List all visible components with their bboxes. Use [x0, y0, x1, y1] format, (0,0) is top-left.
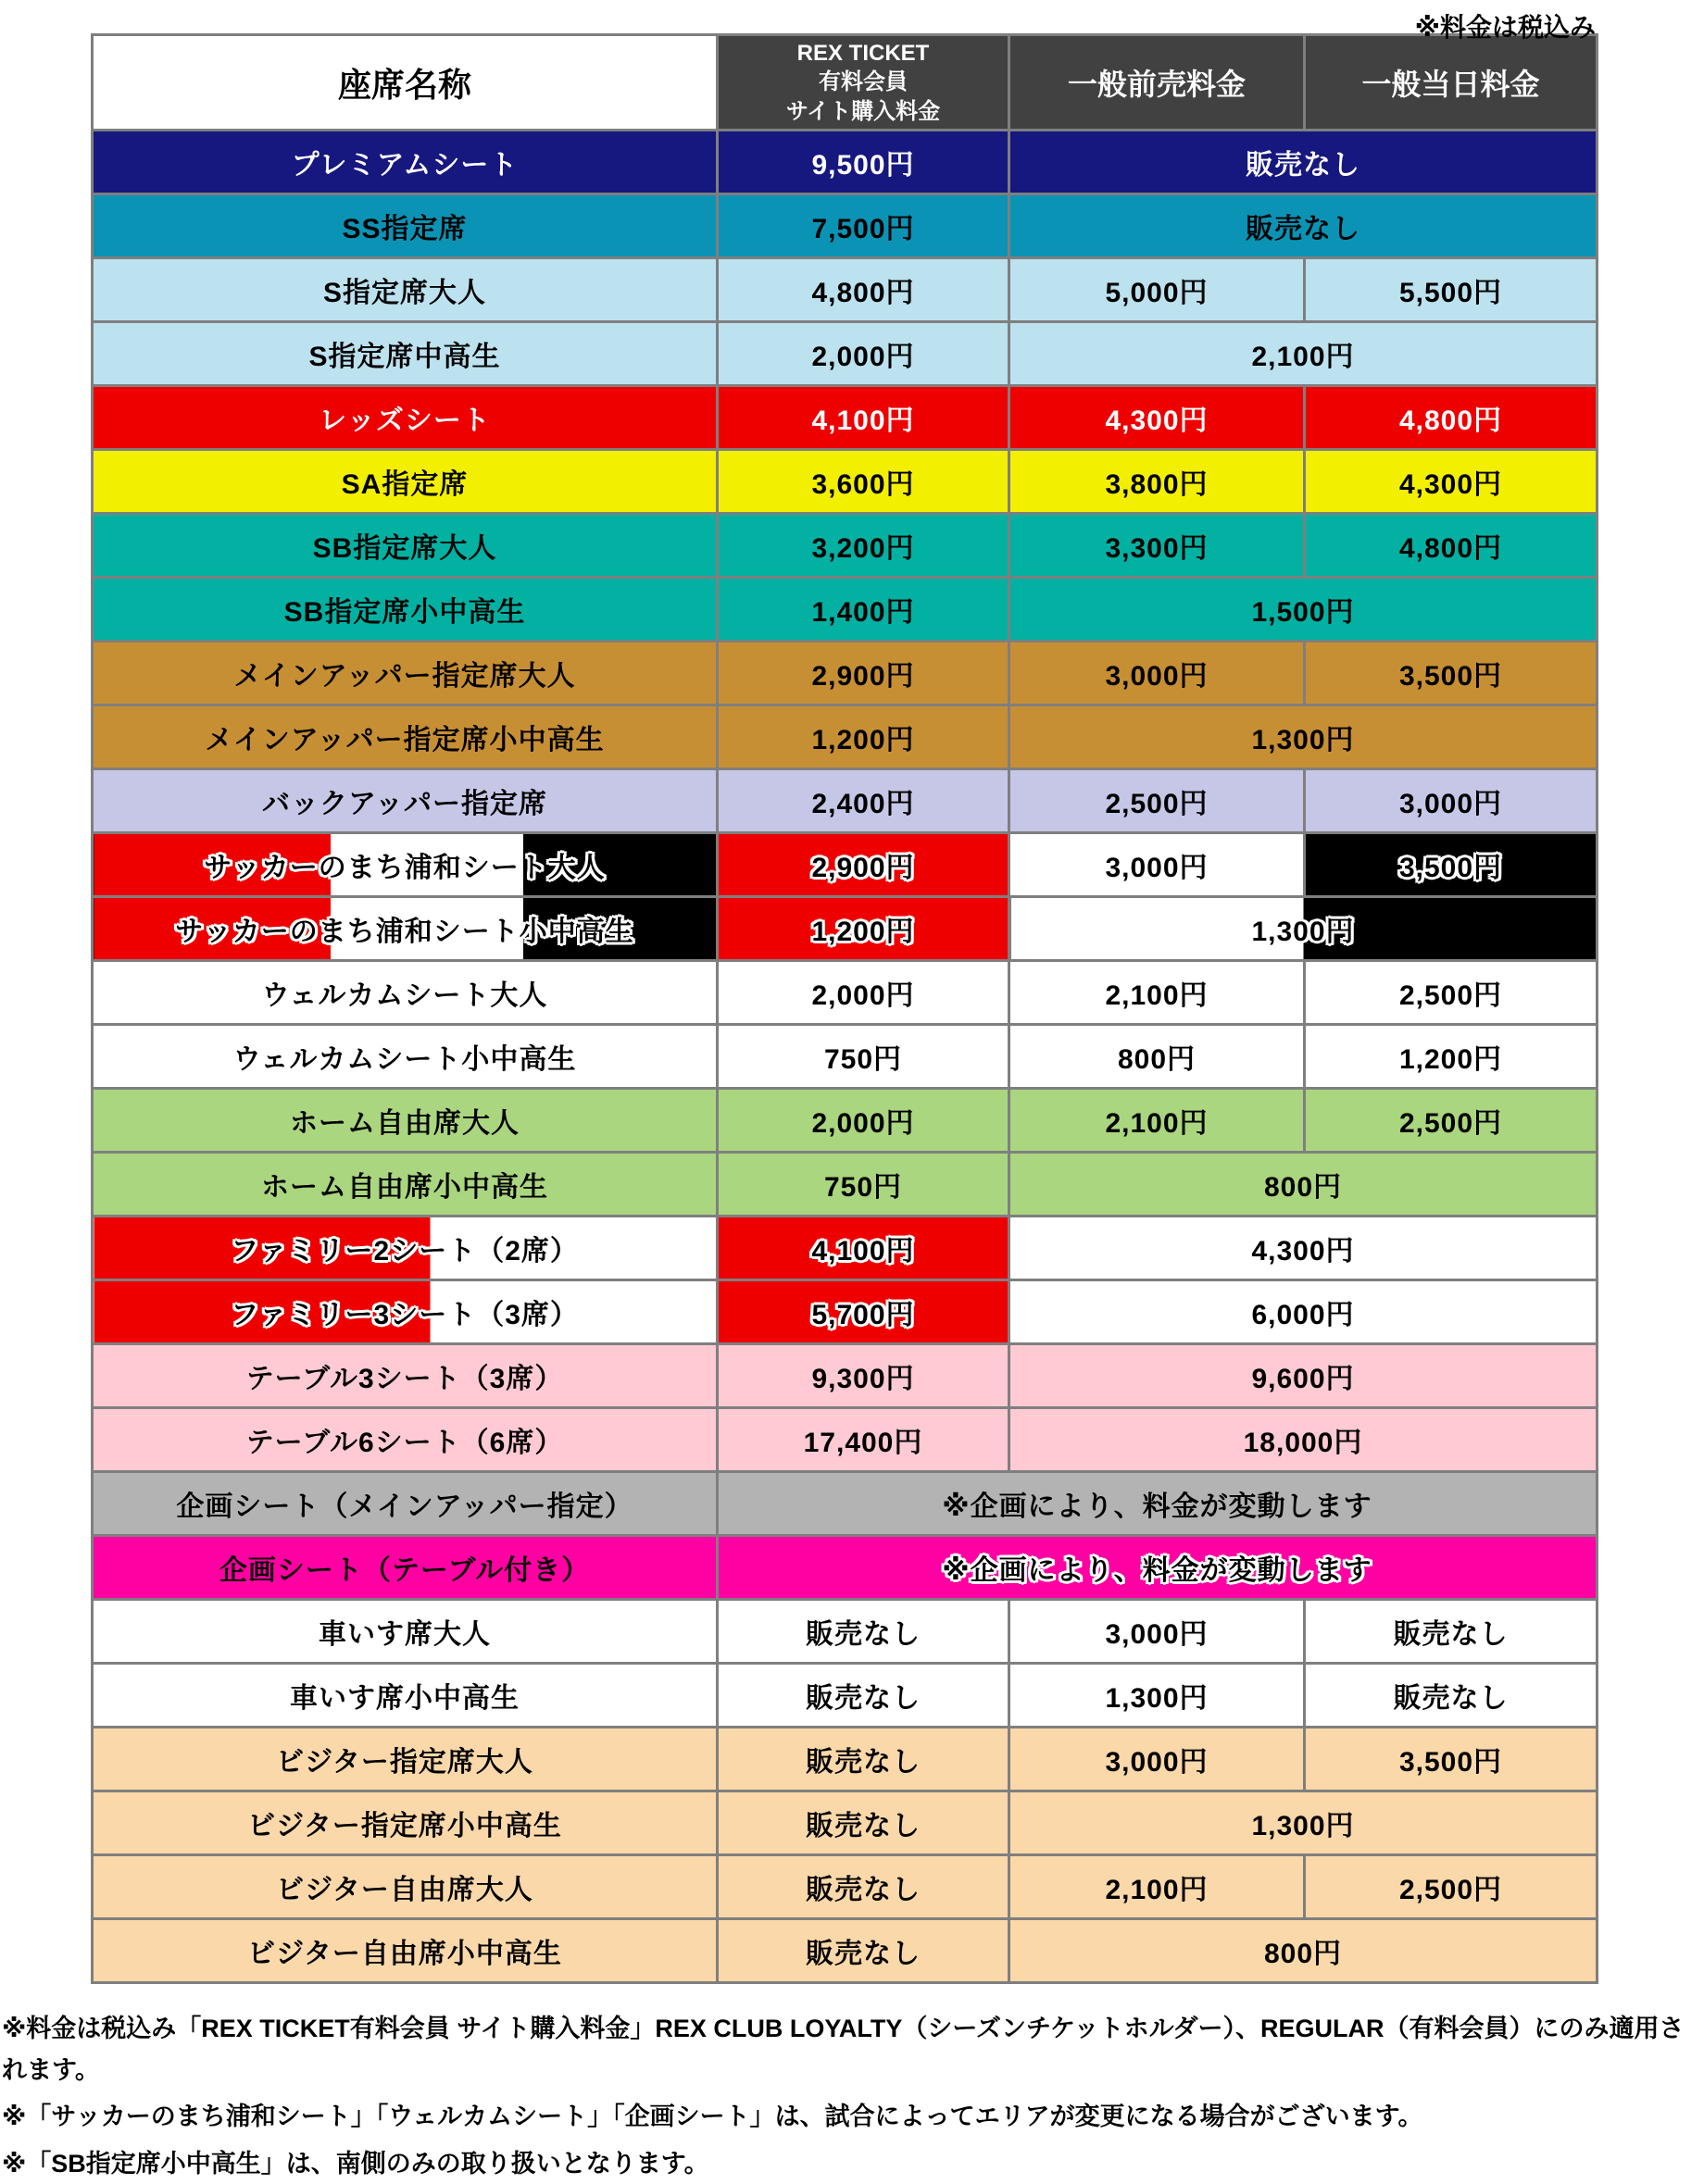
- table-row: [93, 194, 1598, 258]
- seat-name-cell: レッズシート: [93, 386, 718, 450]
- price-cell: 2,900円: [718, 833, 1009, 897]
- table-row: [93, 897, 1598, 961]
- price-cell: 2,400円: [718, 769, 1009, 833]
- price-cell: 800円: [1009, 1025, 1305, 1089]
- price-cell: 2,500円: [1305, 1089, 1598, 1153]
- price-cell: 750円: [718, 1025, 1009, 1089]
- table-row: [93, 833, 1598, 897]
- seat-name-cell: 企画シート（メインアッパー指定）: [93, 1472, 718, 1536]
- price-cell: 3,500円: [1305, 833, 1598, 897]
- price-cell: ※企画により、料金が変動します: [718, 1472, 1598, 1536]
- price-cell: 1,500円: [1009, 578, 1598, 642]
- table-row: [93, 386, 1598, 450]
- table-row: [93, 705, 1598, 769]
- price-cell: ※企画により、料金が変動します: [718, 1536, 1598, 1600]
- price-cell: 3,000円: [1009, 1728, 1305, 1791]
- price-cell: 3,000円: [1009, 1600, 1305, 1664]
- seat-name-cell: 車いす席小中高生: [93, 1664, 718, 1728]
- seat-name-cell: ホーム自由席小中高生: [93, 1153, 718, 1217]
- footnote-tax-membership: ※料金は税込み「REX TICKET有料会員 サイト購入料金」REX CLUB LOYALTY（シーズンチケットホルダー）、REGULAR（有料会員）にのみ適用されます。: [2, 2015, 1685, 2084]
- header-row: [93, 35, 1598, 131]
- price-cell: 3,800円: [1009, 450, 1305, 514]
- seat-name-cell: ビジター自由席小中高生: [93, 1919, 718, 1983]
- seat-name-cell: ホーム自由席大人: [93, 1089, 718, 1153]
- table-row: [93, 1791, 1598, 1855]
- price-cell: 4,300円: [1009, 1217, 1598, 1280]
- price-cell: 4,800円: [1305, 386, 1598, 450]
- seat-name-cell: 車いす席大人: [93, 1600, 718, 1664]
- table-row: [93, 1344, 1598, 1408]
- price-cell: 4,300円: [1009, 386, 1305, 450]
- seat-name-cell: プレミアムシート: [93, 131, 718, 194]
- price-cell: 3,300円: [1009, 514, 1305, 578]
- price-cell: 5,500円: [1305, 258, 1598, 322]
- price-cell: 2,100円: [1009, 1089, 1305, 1153]
- price-cell: 2,000円: [718, 322, 1009, 386]
- table-row: [93, 1280, 1598, 1344]
- price-cell: 4,300円: [1305, 450, 1598, 514]
- seat-name-cell: SB指定席大人: [93, 514, 718, 578]
- price-cell: 4,100円: [718, 1217, 1009, 1280]
- price-cell: 2,900円: [718, 642, 1009, 705]
- price-cell: 6,000円: [1009, 1280, 1598, 1344]
- table-row: [93, 1153, 1598, 1217]
- price-cell: 販売なし: [1305, 1600, 1598, 1664]
- table-row: [93, 1855, 1598, 1919]
- price-cell: 2,100円: [1009, 961, 1305, 1025]
- price-cell: 販売なし: [718, 1600, 1009, 1664]
- table-row: [93, 769, 1598, 833]
- table-row: [93, 258, 1598, 322]
- price-cell: 4,800円: [1305, 514, 1598, 578]
- seat-name-cell: ファミリー3シート（3席）: [93, 1280, 718, 1344]
- price-cell: 3,000円: [1009, 833, 1305, 897]
- seat-name-cell: メインアッパー指定席大人: [93, 642, 718, 705]
- price-cell: 2,500円: [1009, 769, 1305, 833]
- price-cell: 販売なし: [718, 1664, 1009, 1728]
- price-cell: 1,200円: [718, 705, 1009, 769]
- table-row: [93, 322, 1598, 386]
- table-row: [93, 1089, 1598, 1153]
- header-seat-name: 座席名称: [93, 35, 718, 131]
- seat-name-cell: バックアッパー指定席: [93, 769, 718, 833]
- seat-name-cell: S指定席中高生: [93, 322, 718, 386]
- seat-name-cell: ビジター指定席小中高生: [93, 1791, 718, 1855]
- price-cell: 2,500円: [1305, 1855, 1598, 1919]
- seat-name-cell: ウェルカムシート小中高生: [93, 1025, 718, 1089]
- price-cell: 17,400円: [718, 1408, 1009, 1472]
- price-cell: 3,500円: [1305, 642, 1598, 705]
- header-rex-ticket-price: [718, 35, 1009, 131]
- header-advance-price: 一般前売料金: [1009, 35, 1305, 131]
- table-row: [93, 514, 1598, 578]
- price-cell: 9,500円: [718, 131, 1009, 194]
- price-cell: 販売なし: [718, 1919, 1009, 1983]
- header-rex-line-1: REX TICKET: [796, 41, 930, 67]
- table-row: [93, 1472, 1598, 1536]
- price-cell: 2,000円: [718, 1089, 1009, 1153]
- price-cell: 1,400円: [718, 578, 1009, 642]
- seat-name-cell: ビジター自由席大人: [93, 1855, 718, 1919]
- price-cell: 1,200円: [1305, 1025, 1598, 1089]
- table-row: [93, 1919, 1598, 1983]
- price-cell: 1,300円: [1009, 705, 1598, 769]
- table-row: [93, 1025, 1598, 1089]
- table-row: [93, 450, 1598, 514]
- price-cell: 18,000円: [1009, 1408, 1598, 1472]
- price-cell: 9,600円: [1009, 1344, 1598, 1408]
- price-cell: 1,300円: [1009, 1791, 1598, 1855]
- footnotes: [0, 2008, 1702, 2184]
- price-cell: 3,500円: [1305, 1728, 1598, 1791]
- price-cell: 4,800円: [718, 258, 1009, 322]
- price-cell: 3,600円: [718, 450, 1009, 514]
- seat-name-cell: 企画シート（テーブル付き）: [93, 1536, 718, 1600]
- ticket-price-table: [91, 33, 1598, 1984]
- price-cell: 4,100円: [718, 386, 1009, 450]
- table-row: [93, 642, 1598, 705]
- price-cell: 販売なし: [718, 1855, 1009, 1919]
- header-rex-line-3: サイト購入料金: [785, 98, 941, 124]
- price-cell: 5,000円: [1009, 258, 1305, 322]
- tax-included-note: ※料金は税込み: [1414, 13, 1596, 42]
- price-cell: 9,300円: [718, 1344, 1009, 1408]
- table-row: [93, 961, 1598, 1025]
- seat-name-cell: メインアッパー指定席小中高生: [93, 705, 718, 769]
- table-row: [93, 1664, 1598, 1728]
- seat-name-cell: サッカーのまち浦和シート大人: [93, 833, 718, 897]
- price-cell: 5,700円: [718, 1280, 1009, 1344]
- price-cell: 1,300円: [1009, 1664, 1305, 1728]
- price-cell: 2,000円: [718, 961, 1009, 1025]
- table-row: [93, 131, 1598, 194]
- table-row: [93, 1728, 1598, 1791]
- price-cell: 7,500円: [718, 194, 1009, 258]
- header-rex-line-2: 有料会員: [819, 69, 908, 95]
- price-cell: 2,100円: [1009, 1855, 1305, 1919]
- price-cell: 販売なし: [718, 1728, 1009, 1791]
- price-cell: 800円: [1009, 1919, 1598, 1983]
- price-cell: 販売なし: [1305, 1664, 1598, 1728]
- price-cell: 750円: [718, 1153, 1009, 1217]
- table-row: [93, 1600, 1598, 1664]
- seat-name-cell: SA指定席: [93, 450, 718, 514]
- price-cell: 販売なし: [1009, 131, 1598, 194]
- seat-name-cell: ウェルカムシート大人: [93, 961, 718, 1025]
- price-cell: 1,200円: [718, 897, 1009, 961]
- table-row: [93, 1217, 1598, 1280]
- price-cell: 3,000円: [1009, 642, 1305, 705]
- price-cell: 1,300円: [1009, 897, 1598, 961]
- price-cell: 2,500円: [1305, 961, 1598, 1025]
- table-row: [93, 578, 1598, 642]
- seat-name-cell: S指定席大人: [93, 258, 718, 322]
- table-row: [93, 1536, 1598, 1600]
- table-row: [93, 1408, 1598, 1472]
- price-cell: 800円: [1009, 1153, 1598, 1217]
- price-cell: 3,200円: [718, 514, 1009, 578]
- seat-name-cell: SB指定席小中高生: [93, 578, 718, 642]
- header-sameday-price: 一般当日料金: [1305, 35, 1598, 131]
- seat-name-cell: サッカーのまち浦和シート小中高生: [93, 897, 718, 961]
- price-cell: 販売なし: [1009, 194, 1598, 258]
- seat-name-cell: SS指定席: [93, 194, 718, 258]
- price-cell: 2,100円: [1009, 322, 1598, 386]
- footnote-area-change: ※「サッカーのまち浦和シート」「ウェルカムシート」「企画シート」は、試合によってエリアが変更になる場合がございます。: [2, 2103, 1423, 2131]
- seat-name-cell: テーブル6シート（6席）: [93, 1408, 718, 1472]
- price-cell: 3,000円: [1305, 769, 1598, 833]
- seat-name-cell: ビジター指定席大人: [93, 1728, 718, 1791]
- seat-name-cell: ファミリー2シート（2席）: [93, 1217, 718, 1280]
- seat-name-cell: テーブル3シート（3席）: [93, 1344, 718, 1408]
- footnote-sb-south-only: ※「SB指定席小中高生」は、南側のみの取り扱いとなります。: [2, 2149, 709, 2178]
- price-cell: 販売なし: [718, 1791, 1009, 1855]
